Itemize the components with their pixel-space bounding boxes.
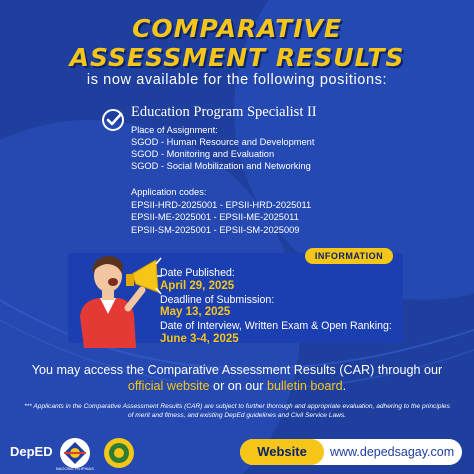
code-item: EPSII-SM-2025001 - EPSII-SM-2025009 xyxy=(131,224,300,235)
assignment-item: SGOD - Human Resource and Development xyxy=(131,137,315,147)
website-label: Website xyxy=(240,439,324,465)
access-text-before: You may access the Comparative Assessment Results (CAR) through our xyxy=(31,363,443,377)
page-title xyxy=(0,14,474,72)
access-message xyxy=(20,362,454,394)
title-line-2: ASSESSMENT RESULTS xyxy=(69,43,405,72)
website-url-link[interactable]: www.depedsagay.com xyxy=(330,445,455,459)
code-item: EPSII-ME-2025001 - EPSII-ME-2025011 xyxy=(131,212,299,222)
division-seal-icon xyxy=(104,438,134,468)
interview-label: Date of Interview, Written Exam & Open Ranking: xyxy=(160,320,392,332)
subtitle: is now available for the following positions: xyxy=(86,72,388,88)
disclaimer: *** Applicants in the Comparative Assessment Results (CAR) are subject to further thorough and appropriate evaluation, adhering to the principles of merit and fitness, and existing DepEd guidelines and Civil Service Laws. xyxy=(24,403,450,419)
deadline-value: May 13, 2025 xyxy=(160,306,231,318)
person-megaphone-illustration xyxy=(66,238,162,348)
official-website-link[interactable]: official website xyxy=(127,379,210,393)
published-label: Date Published: xyxy=(160,267,235,279)
assignment-item: SGOD - Social Mobilization and Networking xyxy=(131,161,311,171)
application-codes xyxy=(131,186,461,236)
position-details xyxy=(131,104,461,236)
published-value: April 29, 2025 xyxy=(160,279,235,292)
check-circle-icon xyxy=(101,108,125,132)
codes-label: Application codes: xyxy=(131,187,207,197)
title-line-1: COMPARATIVE xyxy=(132,14,342,43)
bulletin-board-link[interactable]: bulletin board xyxy=(266,379,343,393)
access-text-after: . xyxy=(342,379,347,393)
deadline-label: Deadline of Submission: xyxy=(160,293,275,306)
code-item: EPSII-HRD-2025001 - EPSII-HRD-2025011 xyxy=(131,199,312,210)
deped-logo-text: DepED xyxy=(10,444,53,459)
assignment-item: SGOD - Monitoring and Evaluation xyxy=(131,149,275,159)
bagong-pilipinas-label: BAGONG PILIPINAS xyxy=(56,466,94,471)
assignment-label: Place of Assignment: xyxy=(131,125,218,135)
bagong-pilipinas-seal-icon xyxy=(60,438,90,468)
information-badge: INFORMATION xyxy=(305,248,393,264)
position-name: Education Program Specialist II xyxy=(131,104,317,120)
interview-value: June 3-4, 2025 xyxy=(160,332,239,345)
access-text-middle: or on our xyxy=(209,379,267,393)
deped-logo xyxy=(10,444,52,464)
info-dates xyxy=(160,267,410,347)
